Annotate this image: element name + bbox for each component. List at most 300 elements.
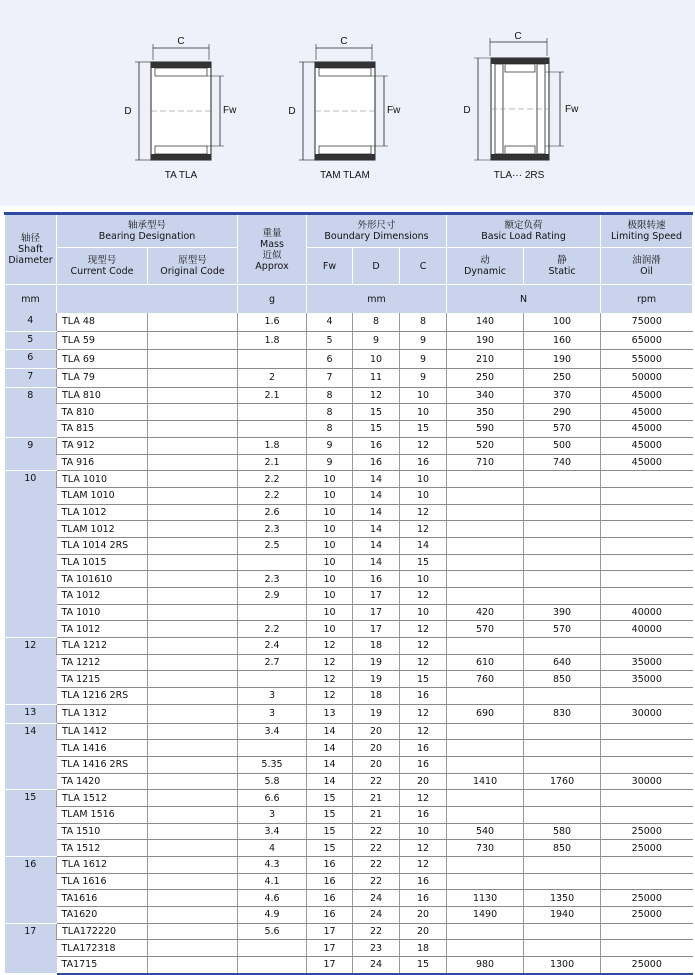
header-boundary-cn: 外形尺寸 bbox=[357, 220, 396, 231]
drawing-2-fw-label: Fw bbox=[387, 105, 401, 116]
cell-static: 250 bbox=[524, 369, 601, 388]
cell-original-code bbox=[148, 638, 238, 655]
table-row bbox=[5, 688, 693, 705]
table-row bbox=[5, 437, 693, 454]
drawing-2-caption: TAM TLAM bbox=[320, 170, 370, 181]
header-oil-en: Oil bbox=[640, 266, 653, 277]
cell-mass: 4.1 bbox=[238, 873, 307, 890]
cell-d: 14 bbox=[353, 521, 400, 538]
cell-d: 18 bbox=[353, 638, 400, 655]
header-c: C bbox=[400, 248, 447, 285]
cell-c: 16 bbox=[400, 688, 447, 705]
cell-fw: 10 bbox=[307, 537, 353, 554]
cell-fw: 16 bbox=[307, 873, 353, 890]
cell-current-code: TLA 79 bbox=[57, 369, 148, 388]
cell-c: 16 bbox=[400, 740, 447, 757]
cell-speed: 25000 bbox=[601, 823, 693, 840]
cell-dynamic bbox=[447, 521, 524, 538]
cell-static: 1940 bbox=[524, 907, 601, 924]
cell-d: 22 bbox=[353, 923, 400, 940]
cell-d: 19 bbox=[353, 654, 400, 671]
cell-shaft-diameter: 5 bbox=[5, 331, 57, 350]
table-row bbox=[5, 923, 693, 940]
cell-mass: 2 bbox=[238, 369, 307, 388]
cell-c: 10 bbox=[400, 487, 447, 504]
cell-mass bbox=[238, 421, 307, 438]
table-row bbox=[5, 704, 693, 723]
cell-shaft-diameter: 6 bbox=[5, 350, 57, 369]
cell-dynamic: 350 bbox=[447, 404, 524, 421]
cell-c: 12 bbox=[400, 840, 447, 857]
header-mass bbox=[238, 214, 307, 285]
cell-static bbox=[524, 688, 601, 705]
table-body bbox=[5, 313, 693, 974]
cell-current-code: TLAM 1010 bbox=[57, 487, 148, 504]
header-bearing-designation bbox=[57, 214, 238, 248]
cell-current-code: TA 1012 bbox=[57, 588, 148, 605]
cell-fw: 8 bbox=[307, 404, 353, 421]
cell-original-code bbox=[148, 537, 238, 554]
cell-original-code bbox=[148, 437, 238, 454]
table-row bbox=[5, 537, 693, 554]
cell-fw: 14 bbox=[307, 723, 353, 740]
cell-fw: 10 bbox=[307, 521, 353, 538]
drawing-1-c-label: C bbox=[177, 36, 185, 47]
cell-speed bbox=[601, 537, 693, 554]
cell-c: 14 bbox=[400, 537, 447, 554]
header-mass-en: Mass bbox=[260, 238, 284, 250]
cell-dynamic bbox=[447, 873, 524, 890]
header-shaft bbox=[5, 214, 57, 285]
cell-current-code: TLA172220 bbox=[57, 923, 148, 940]
cell-fw: 14 bbox=[307, 756, 353, 773]
header-static-en: Static bbox=[548, 266, 576, 277]
cell-dynamic: 540 bbox=[447, 823, 524, 840]
cell-shaft-diameter: 9 bbox=[5, 437, 57, 470]
cell-speed bbox=[601, 723, 693, 740]
cell-d: 8 bbox=[353, 313, 400, 331]
cell-c: 10 bbox=[400, 471, 447, 488]
cell-original-code bbox=[148, 704, 238, 723]
cell-speed bbox=[601, 740, 693, 757]
header-oil-cn: 油润滑 bbox=[632, 255, 661, 266]
cell-speed bbox=[601, 487, 693, 504]
cell-mass: 2.1 bbox=[238, 387, 307, 404]
cell-current-code: TA 1010 bbox=[57, 604, 148, 621]
cell-mass bbox=[238, 604, 307, 621]
drawing-3-fw-label: Fw bbox=[565, 104, 579, 115]
cell-static: 570 bbox=[524, 621, 601, 638]
table-row bbox=[5, 907, 693, 924]
cell-c: 12 bbox=[400, 588, 447, 605]
cell-mass: 3.4 bbox=[238, 723, 307, 740]
cell-fw: 15 bbox=[307, 790, 353, 807]
cell-original-code bbox=[148, 350, 238, 369]
cell-mass: 2.2 bbox=[238, 471, 307, 488]
unit-load: N bbox=[447, 285, 601, 314]
cell-current-code: TA 912 bbox=[57, 437, 148, 454]
cell-d: 9 bbox=[353, 331, 400, 350]
cell-current-code: TA 1012 bbox=[57, 621, 148, 638]
cell-fw: 9 bbox=[307, 454, 353, 471]
table-row bbox=[5, 790, 693, 807]
cell-static bbox=[524, 740, 601, 757]
cell-d: 20 bbox=[353, 723, 400, 740]
cell-dynamic: 1410 bbox=[447, 773, 524, 790]
cell-original-code bbox=[148, 790, 238, 807]
cell-c: 9 bbox=[400, 369, 447, 388]
cell-current-code: TA 1212 bbox=[57, 654, 148, 671]
cell-original-code bbox=[148, 588, 238, 605]
cell-static bbox=[524, 554, 601, 571]
cell-static: 190 bbox=[524, 350, 601, 369]
cell-speed: 35000 bbox=[601, 654, 693, 671]
cell-mass bbox=[238, 957, 307, 974]
cell-current-code: TA 1420 bbox=[57, 773, 148, 790]
cell-original-code bbox=[148, 923, 238, 940]
cell-dynamic bbox=[447, 688, 524, 705]
cell-fw: 16 bbox=[307, 890, 353, 907]
cell-fw: 16 bbox=[307, 857, 353, 874]
cell-c: 10 bbox=[400, 571, 447, 588]
cell-original-code bbox=[148, 756, 238, 773]
cell-c: 16 bbox=[400, 756, 447, 773]
cell-dynamic bbox=[447, 806, 524, 823]
table-row bbox=[5, 454, 693, 471]
table-row bbox=[5, 740, 693, 757]
cell-static bbox=[524, 471, 601, 488]
cell-original-code bbox=[148, 369, 238, 388]
cell-original-code bbox=[148, 313, 238, 331]
cell-speed bbox=[601, 688, 693, 705]
cell-original-code bbox=[148, 723, 238, 740]
header-bearing-cn: 轴承型号 bbox=[127, 220, 166, 231]
cell-original-code bbox=[148, 454, 238, 471]
cell-shaft-diameter: 16 bbox=[5, 857, 57, 924]
table-row bbox=[5, 621, 693, 638]
drawing-tla-2rs bbox=[463, 31, 579, 181]
cell-fw: 15 bbox=[307, 840, 353, 857]
cell-fw: 10 bbox=[307, 504, 353, 521]
cell-dynamic: 520 bbox=[447, 437, 524, 454]
cell-d: 21 bbox=[353, 806, 400, 823]
cell-c: 16 bbox=[400, 806, 447, 823]
cell-c: 12 bbox=[400, 704, 447, 723]
cell-c: 10 bbox=[400, 404, 447, 421]
cell-original-code bbox=[148, 907, 238, 924]
cell-d: 17 bbox=[353, 604, 400, 621]
cell-fw: 16 bbox=[307, 907, 353, 924]
header-dynamic-en: Dynamic bbox=[464, 266, 506, 277]
cell-current-code: TLAM 1516 bbox=[57, 806, 148, 823]
cell-fw: 4 bbox=[307, 313, 353, 331]
cell-static bbox=[524, 873, 601, 890]
table-row bbox=[5, 521, 693, 538]
cell-original-code bbox=[148, 504, 238, 521]
cell-speed: 50000 bbox=[601, 369, 693, 388]
cell-c: 15 bbox=[400, 554, 447, 571]
cell-dynamic: 980 bbox=[447, 957, 524, 974]
cell-current-code: TLA 1015 bbox=[57, 554, 148, 571]
cell-static bbox=[524, 923, 601, 940]
cell-c: 16 bbox=[400, 890, 447, 907]
cell-static: 1300 bbox=[524, 957, 601, 974]
cell-speed: 75000 bbox=[601, 313, 693, 331]
cell-fw: 17 bbox=[307, 957, 353, 974]
cell-fw: 7 bbox=[307, 369, 353, 388]
cell-dynamic bbox=[447, 504, 524, 521]
cell-dynamic: 760 bbox=[447, 671, 524, 688]
cell-d: 14 bbox=[353, 487, 400, 504]
drawing-2-d-label: D bbox=[288, 106, 296, 117]
cell-c: 12 bbox=[400, 504, 447, 521]
cell-fw: 6 bbox=[307, 350, 353, 369]
cell-original-code bbox=[148, 740, 238, 757]
table-row bbox=[5, 723, 693, 740]
cell-speed: 25000 bbox=[601, 890, 693, 907]
table-row bbox=[5, 654, 693, 671]
table-row bbox=[5, 940, 693, 957]
cell-c: 12 bbox=[400, 437, 447, 454]
cell-current-code: TLA 69 bbox=[57, 350, 148, 369]
cell-d: 22 bbox=[353, 773, 400, 790]
cell-speed: 55000 bbox=[601, 350, 693, 369]
cell-original-code bbox=[148, 521, 238, 538]
cell-mass: 2.6 bbox=[238, 504, 307, 521]
cell-static: 850 bbox=[524, 671, 601, 688]
table-row bbox=[5, 504, 693, 521]
cell-c: 18 bbox=[400, 940, 447, 957]
unit-speed: rpm bbox=[601, 285, 693, 314]
cell-speed: 45000 bbox=[601, 454, 693, 471]
cell-current-code: TLA 1014 2RS bbox=[57, 537, 148, 554]
cell-speed bbox=[601, 756, 693, 773]
cell-mass bbox=[238, 740, 307, 757]
cell-d: 14 bbox=[353, 554, 400, 571]
drawing-1-caption: TA TLA bbox=[164, 170, 198, 181]
cell-static bbox=[524, 806, 601, 823]
cell-dynamic bbox=[447, 571, 524, 588]
cell-dynamic: 730 bbox=[447, 840, 524, 857]
cell-mass: 4.9 bbox=[238, 907, 307, 924]
cell-c: 8 bbox=[400, 313, 447, 331]
cell-original-code bbox=[148, 554, 238, 571]
cell-c: 9 bbox=[400, 350, 447, 369]
cell-static bbox=[524, 521, 601, 538]
cell-mass: 3.4 bbox=[238, 823, 307, 840]
cell-d: 24 bbox=[353, 957, 400, 974]
cell-mass: 2.5 bbox=[238, 537, 307, 554]
table-row bbox=[5, 487, 693, 504]
table-row bbox=[5, 313, 693, 331]
cell-mass bbox=[238, 404, 307, 421]
cell-mass: 1.6 bbox=[238, 313, 307, 331]
cell-current-code: TLA 1416 2RS bbox=[57, 756, 148, 773]
cell-d: 22 bbox=[353, 823, 400, 840]
cell-current-code: TLA 810 bbox=[57, 387, 148, 404]
cell-static: 290 bbox=[524, 404, 601, 421]
table-row bbox=[5, 387, 693, 404]
header-shaft-en1: Shaft bbox=[18, 244, 43, 255]
header-current-code bbox=[57, 248, 148, 285]
drawing-3-caption: TLA··· 2RS bbox=[493, 170, 545, 181]
table-row bbox=[5, 331, 693, 350]
drawing-3-d-label: D bbox=[463, 105, 471, 116]
cell-mass bbox=[238, 350, 307, 369]
cell-speed: 65000 bbox=[601, 331, 693, 350]
drawing-tam-tlam bbox=[288, 36, 401, 181]
header-original-en: Original Code bbox=[160, 266, 225, 277]
header-current-en: Current Code bbox=[70, 266, 134, 277]
cell-fw: 12 bbox=[307, 688, 353, 705]
cell-mass: 3 bbox=[238, 704, 307, 723]
cell-mass: 6.6 bbox=[238, 790, 307, 807]
cell-fw: 17 bbox=[307, 923, 353, 940]
cell-original-code bbox=[148, 654, 238, 671]
cell-current-code: TLA 1616 bbox=[57, 873, 148, 890]
cell-mass: 5.35 bbox=[238, 756, 307, 773]
cell-current-code: TLA 1312 bbox=[57, 704, 148, 723]
header-shaft-cn: 轴径 bbox=[20, 233, 40, 244]
cell-d: 16 bbox=[353, 437, 400, 454]
cell-mass bbox=[238, 940, 307, 957]
cell-current-code: TA1616 bbox=[57, 890, 148, 907]
cell-original-code bbox=[148, 823, 238, 840]
cell-d: 17 bbox=[353, 588, 400, 605]
cell-speed: 25000 bbox=[601, 957, 693, 974]
cell-dynamic: 140 bbox=[447, 313, 524, 331]
cell-speed: 45000 bbox=[601, 404, 693, 421]
cell-speed bbox=[601, 873, 693, 890]
cell-static: 830 bbox=[524, 704, 601, 723]
header-oil bbox=[601, 248, 693, 285]
cell-d: 14 bbox=[353, 471, 400, 488]
header-load-cn: 额定负荷 bbox=[504, 220, 543, 231]
table-row bbox=[5, 806, 693, 823]
cell-original-code bbox=[148, 940, 238, 957]
cell-mass: 5.6 bbox=[238, 923, 307, 940]
cell-fw: 10 bbox=[307, 604, 353, 621]
table-row bbox=[5, 554, 693, 571]
cell-static bbox=[524, 857, 601, 874]
header-d: D bbox=[353, 248, 400, 285]
cell-d: 14 bbox=[353, 537, 400, 554]
cell-dynamic: 210 bbox=[447, 350, 524, 369]
drawing-2-c-label: C bbox=[340, 36, 348, 47]
cell-c: 10 bbox=[400, 387, 447, 404]
unit-designation-blank bbox=[57, 285, 238, 314]
cell-d: 21 bbox=[353, 790, 400, 807]
cell-speed: 30000 bbox=[601, 704, 693, 723]
cell-mass: 3 bbox=[238, 688, 307, 705]
header-mass-cn: 重量 bbox=[262, 227, 282, 239]
cell-dynamic bbox=[447, 940, 524, 957]
cell-current-code: TA 101610 bbox=[57, 571, 148, 588]
table-row bbox=[5, 857, 693, 874]
cell-static: 570 bbox=[524, 421, 601, 438]
cell-static: 1760 bbox=[524, 773, 601, 790]
cell-d: 14 bbox=[353, 504, 400, 521]
cell-fw: 12 bbox=[307, 638, 353, 655]
cell-fw: 15 bbox=[307, 806, 353, 823]
cell-mass bbox=[238, 554, 307, 571]
cell-static: 160 bbox=[524, 331, 601, 350]
cell-d: 22 bbox=[353, 857, 400, 874]
cell-speed: 40000 bbox=[601, 604, 693, 621]
cell-mass: 1.8 bbox=[238, 331, 307, 350]
header-original-code bbox=[148, 248, 238, 285]
cell-current-code: TA 1215 bbox=[57, 671, 148, 688]
cell-fw: 12 bbox=[307, 671, 353, 688]
cell-current-code: TA1715 bbox=[57, 957, 148, 974]
cell-original-code bbox=[148, 773, 238, 790]
header-speed-en: Limiting Speed bbox=[611, 231, 683, 242]
cell-mass: 2.3 bbox=[238, 521, 307, 538]
cell-mass: 3 bbox=[238, 806, 307, 823]
header-load-en: Basic Load Rating bbox=[481, 231, 566, 242]
cell-speed bbox=[601, 923, 693, 940]
cell-fw: 8 bbox=[307, 421, 353, 438]
cell-original-code bbox=[148, 404, 238, 421]
cell-static: 640 bbox=[524, 654, 601, 671]
cell-original-code bbox=[148, 857, 238, 874]
cell-d: 16 bbox=[353, 454, 400, 471]
cell-static: 100 bbox=[524, 313, 601, 331]
header-limiting-speed bbox=[601, 214, 693, 248]
cell-static bbox=[524, 504, 601, 521]
table-row bbox=[5, 638, 693, 655]
cell-fw: 14 bbox=[307, 740, 353, 757]
cell-d: 19 bbox=[353, 671, 400, 688]
cell-original-code bbox=[148, 421, 238, 438]
table-row bbox=[5, 421, 693, 438]
cell-dynamic: 340 bbox=[447, 387, 524, 404]
cell-dynamic: 570 bbox=[447, 621, 524, 638]
cell-original-code bbox=[148, 471, 238, 488]
cell-dynamic bbox=[447, 588, 524, 605]
cell-speed bbox=[601, 521, 693, 538]
cell-fw: 13 bbox=[307, 704, 353, 723]
table-row bbox=[5, 873, 693, 890]
cell-original-code bbox=[148, 806, 238, 823]
cell-d: 15 bbox=[353, 421, 400, 438]
cell-c: 15 bbox=[400, 957, 447, 974]
cell-c: 15 bbox=[400, 421, 447, 438]
cell-current-code: TA 810 bbox=[57, 404, 148, 421]
cell-speed: 25000 bbox=[601, 840, 693, 857]
table-row bbox=[5, 369, 693, 388]
table-row bbox=[5, 957, 693, 974]
table-row bbox=[5, 756, 693, 773]
cell-speed: 30000 bbox=[601, 773, 693, 790]
cell-c: 10 bbox=[400, 604, 447, 621]
cell-current-code: TLA 1416 bbox=[57, 740, 148, 757]
cell-speed: 35000 bbox=[601, 671, 693, 688]
cell-static bbox=[524, 638, 601, 655]
bearing-drawings-panel bbox=[0, 0, 695, 206]
header-load-rating bbox=[447, 214, 601, 248]
cell-mass: 4.3 bbox=[238, 857, 307, 874]
cell-static bbox=[524, 537, 601, 554]
cell-shaft-diameter: 10 bbox=[5, 471, 57, 638]
cell-d: 12 bbox=[353, 387, 400, 404]
cell-current-code: TLAM 1012 bbox=[57, 521, 148, 538]
cell-c: 10 bbox=[400, 823, 447, 840]
cell-c: 12 bbox=[400, 723, 447, 740]
cell-original-code bbox=[148, 688, 238, 705]
cell-current-code: TA 1510 bbox=[57, 823, 148, 840]
cell-current-code: TLA 48 bbox=[57, 313, 148, 331]
